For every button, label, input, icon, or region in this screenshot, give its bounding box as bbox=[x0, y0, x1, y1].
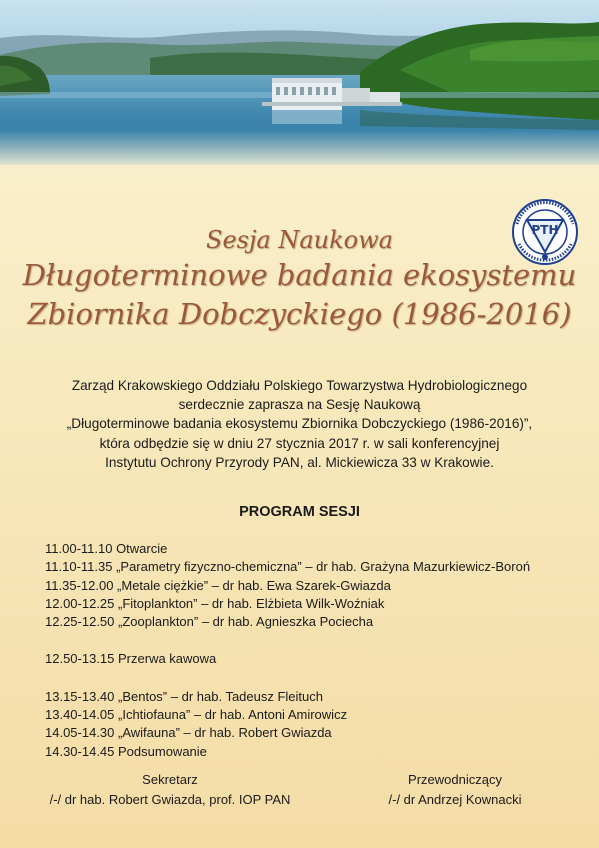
program-item: 13.15-13.40 „Bentos” – dr hab. Tadeusz Fleituch bbox=[45, 688, 323, 704]
svg-text:PTH: PTH bbox=[531, 223, 559, 237]
session-label: Sesja Naukowa bbox=[206, 226, 393, 254]
invitation-text bbox=[20, 376, 579, 472]
invitation-line: serdecznie zaprasza na Sesję Naukową bbox=[178, 397, 421, 413]
title-line-2: Zbiornika Dobczyckiego (1986-2016) bbox=[27, 297, 572, 331]
program-item: 14.30-14.45 Podsumowanie bbox=[45, 743, 207, 759]
program-item: 11.35-12.00 „Metale ciężkie” – dr hab. Ewa Szarek-Gwiazda bbox=[45, 577, 391, 593]
banner-fade bbox=[0, 130, 599, 165]
invitation-line: która odbędzie się w dniu 27 stycznia 2017 r. w sali konferencyjnej bbox=[99, 435, 500, 451]
program-gap bbox=[45, 631, 530, 650]
program-item: 12.50-13.15 Przerwa kawowa bbox=[45, 651, 217, 667]
invitation-line: Instytutu Ochrony Przyrody PAN, al. Mickiewicza 33 w Krakowie. bbox=[105, 454, 494, 470]
secretary-role: Sekretarz bbox=[142, 772, 198, 787]
chairman-role: Przewodniczący bbox=[408, 772, 502, 787]
program-item: 12.00-12.25 „Fitoplankton” – dr hab. Elżbieta Wilk-Woźniak bbox=[45, 595, 385, 611]
invitation-line: Zarząd Krakowskiego Oddziału Polskiego Towarzystwa Hydrobiologicznego bbox=[71, 378, 528, 393]
program-list bbox=[45, 540, 530, 761]
invitation-line: „Długoterminowe badania ekosystemu Zbiornika Dobczyckiego (1986-2016)”, bbox=[66, 416, 533, 432]
program-item: 14.05-14.30 „Awifauna” – dr hab. Robert Gwiazda bbox=[45, 725, 332, 741]
program-item: 13.40-14.05 „Ichtiofauna” – dr hab. Antoni Amirowicz bbox=[45, 707, 348, 723]
chairman-signature bbox=[350, 770, 560, 810]
secretary-name: /-/ dr hab. Robert Gwiazda, prof. IOP PAN bbox=[49, 792, 291, 807]
program-item: 11.10-11.35 „Parametry fizyczno-chemiczna” – dr hab. Grażyna Mazurkiewicz-Boroń bbox=[45, 559, 531, 575]
program-heading: PROGRAM SESJI bbox=[239, 504, 360, 520]
secretary-signature bbox=[40, 770, 300, 810]
program-item: 11.00-11.10 Otwarcie bbox=[45, 541, 168, 556]
reservoir-photo bbox=[0, 0, 599, 165]
program-gap bbox=[45, 669, 530, 688]
program-item: 12.25-12.50 „Zooplankton” – dr hab. Agnieszka Pociecha bbox=[45, 614, 374, 630]
chairman-name: /-/ dr Andrzej Kownacki bbox=[388, 792, 522, 807]
title-line-1: Długoterminowe badania ekosystemu bbox=[22, 258, 577, 292]
